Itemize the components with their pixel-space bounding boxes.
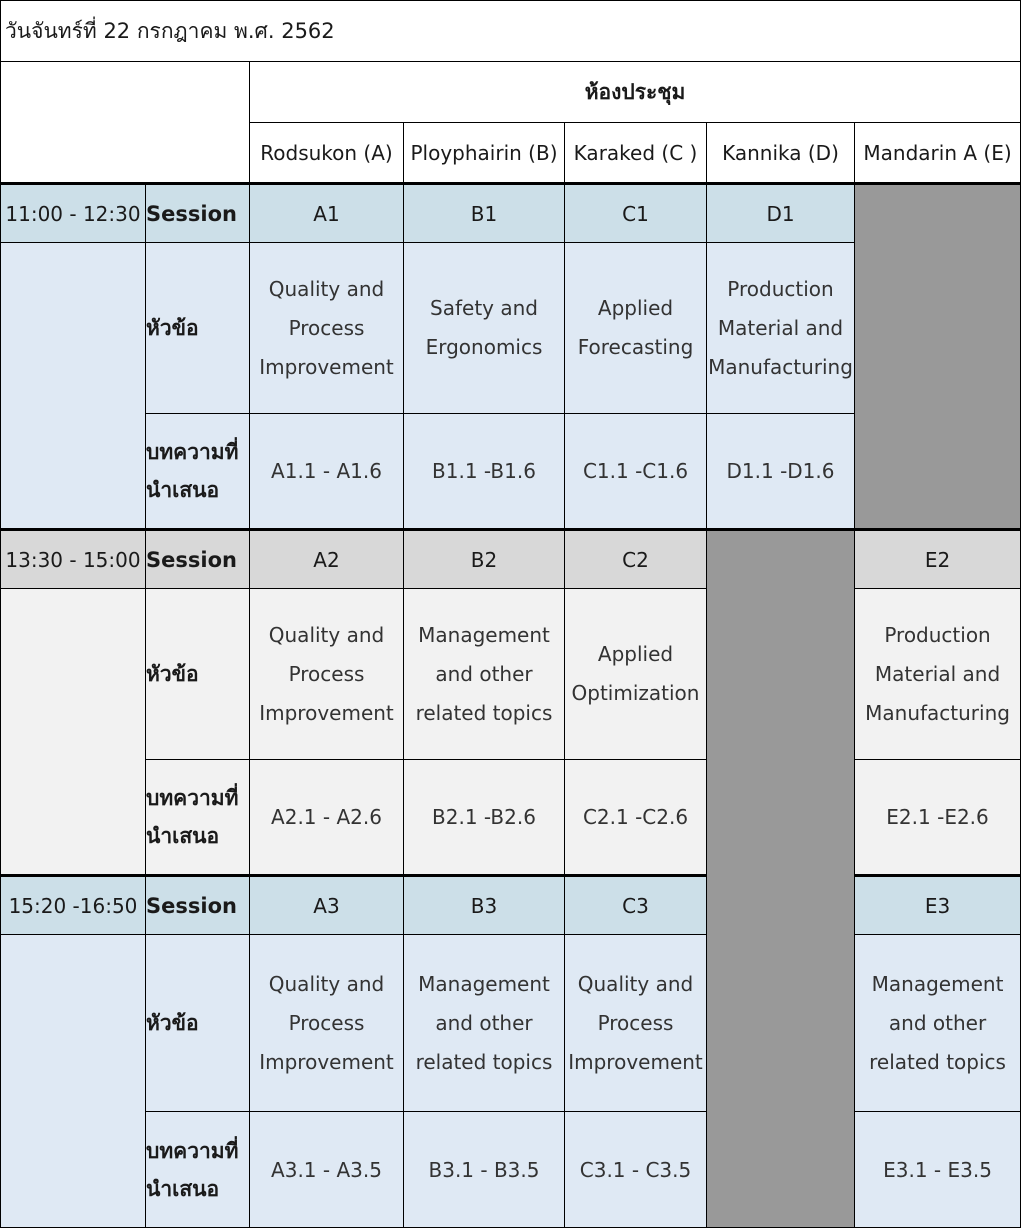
session-1-session-label: Session <box>146 184 250 243</box>
topic-line: Safety and <box>430 296 538 320</box>
papers-b1: B1.1 -B1.6 <box>404 414 565 530</box>
topic-b3 <box>404 935 565 1112</box>
topic-line: Applied <box>597 296 674 320</box>
session-code-d1: D1 <box>707 184 855 243</box>
topic-line: Process <box>288 1010 365 1035</box>
topic-a1 <box>250 243 404 414</box>
topic-line: Quality and <box>577 971 694 996</box>
topic-line: Improvement <box>259 700 394 725</box>
session-code-e3: E3 <box>855 876 1021 935</box>
blocked-cell-e1 <box>855 184 1021 530</box>
topic-line: Improvement <box>259 1049 394 1074</box>
topic-line: and other <box>435 1010 533 1035</box>
session-1-topic-label: หัวข้อ <box>146 243 250 414</box>
topic-line: Quality and <box>268 971 385 996</box>
topic-line: Applied <box>597 642 674 666</box>
papers-label-line-2: นำเสนอ <box>146 1176 220 1201</box>
topic-b1 <box>404 243 565 414</box>
topic-e3 <box>855 935 1021 1112</box>
topic-line: related topics <box>415 1049 553 1074</box>
session-code-a1: A1 <box>250 184 404 243</box>
topic-line: Improvement <box>259 354 394 379</box>
session-2-time: 13:30 - 15:00 <box>1 530 146 589</box>
topic-line: Process <box>597 1010 674 1035</box>
session-1-header-row <box>1 184 1021 243</box>
papers-label-line-1: บทความที่ <box>146 1138 239 1163</box>
topic-line: Process <box>288 315 365 340</box>
papers-a1: A1.1 - A1.6 <box>250 414 404 530</box>
papers-e2: E2.1 -E2.6 <box>855 760 1021 876</box>
papers-c2: C2.1 -C2.6 <box>565 760 707 876</box>
session-2-topic-row <box>1 589 1021 760</box>
session-code-c2: C2 <box>565 530 707 589</box>
session-code-e2: E2 <box>855 530 1021 589</box>
session-2-papers-label <box>146 760 250 876</box>
topic-line: related topics <box>869 1049 1006 1074</box>
session-code-c3: C3 <box>565 876 707 935</box>
papers-b2: B2.1 -B2.6 <box>404 760 565 876</box>
topic-line: Forecasting <box>577 335 694 359</box>
papers-a2: A2.1 - A2.6 <box>250 760 404 876</box>
topic-c3 <box>565 935 707 1112</box>
papers-b3: B3.1 - B3.5 <box>404 1112 565 1228</box>
topic-line: Management <box>418 971 550 996</box>
topic-line: and other <box>435 661 533 686</box>
session-code-c1: C1 <box>565 184 707 243</box>
papers-c1: C1.1 -C1.6 <box>565 414 707 530</box>
topic-a2 <box>250 589 404 760</box>
room-name-b: Ployphairin (B) <box>404 123 565 184</box>
session-code-b1: B1 <box>404 184 565 243</box>
session-3-time-spacer <box>1 935 146 1228</box>
session-3-topic-row <box>1 935 1021 1112</box>
blocked-cell-d <box>707 530 855 1228</box>
session-2-topic-label: หัวข้อ <box>146 589 250 760</box>
page-title: วันจันทร์ที่ 22 กรกฎาคม พ.ศ. 2562 <box>1 1 1021 62</box>
papers-label-line-2: นำเสนอ <box>146 478 220 502</box>
topic-line: Production <box>727 276 834 301</box>
papers-label-line-2: นำเสนอ <box>146 824 220 848</box>
session-2-session-label: Session <box>146 530 250 589</box>
topic-line: Material and <box>874 661 1001 686</box>
topic-line: Management <box>871 971 1004 996</box>
topic-line: Management <box>418 622 550 647</box>
topic-line: Material and <box>717 315 844 340</box>
topic-c2 <box>565 589 707 760</box>
topic-c1 <box>565 243 707 414</box>
session-3-time: 15:20 -16:50 <box>1 876 146 935</box>
session-code-a3: A3 <box>250 876 404 935</box>
room-name-a: Rodsukon (A) <box>250 123 404 184</box>
room-group-row <box>1 62 1021 123</box>
room-name-d: Kannika (D) <box>707 123 855 184</box>
papers-c3: C3.1 - C3.5 <box>565 1112 707 1228</box>
session-2-time-spacer <box>1 589 146 876</box>
session-1-time-spacer <box>1 243 146 530</box>
session-3-header-row <box>1 876 1021 935</box>
topic-line: Manufacturing <box>865 700 1010 725</box>
corner-cell <box>1 62 250 184</box>
topic-line: related topics <box>415 700 553 725</box>
topic-line: Ergonomics <box>425 335 543 359</box>
topic-d1 <box>707 243 855 414</box>
session-code-b2: B2 <box>404 530 565 589</box>
session-1-papers-label <box>146 414 250 530</box>
room-name-c: Karaked (C ) <box>565 123 707 184</box>
topic-line: Improvement <box>568 1049 703 1074</box>
topic-line: Optimization <box>571 681 700 705</box>
papers-label-line-1: บทความที่ <box>146 786 239 810</box>
topic-line: and other <box>888 1010 987 1035</box>
session-code-a2: A2 <box>250 530 404 589</box>
papers-d1: D1.1 -D1.6 <box>707 414 855 530</box>
session-3-papers-label <box>146 1112 250 1228</box>
topic-e2 <box>855 589 1021 760</box>
topic-a3 <box>250 935 404 1112</box>
session-1-time: 11:00 - 12:30 <box>1 184 146 243</box>
session-code-b3: B3 <box>404 876 565 935</box>
papers-e3: E3.1 - E3.5 <box>855 1112 1021 1228</box>
session-3-session-label: Session <box>146 876 250 935</box>
topic-line: Process <box>288 661 365 686</box>
session-2-header-row <box>1 530 1021 589</box>
room-name-e: Mandarin A (E) <box>855 123 1021 184</box>
topic-line: Production <box>884 622 991 647</box>
session-3-papers-row <box>1 1112 1021 1228</box>
topic-line: Quality and <box>268 622 385 647</box>
title-row <box>1 1 1021 62</box>
topic-b2 <box>404 589 565 760</box>
topic-line: Manufacturing <box>708 354 853 379</box>
session-2-papers-row <box>1 760 1021 876</box>
session-3-topic-label: หัวข้อ <box>146 935 250 1112</box>
room-group-label: ห้องประชุม <box>250 62 1021 123</box>
papers-a3: A3.1 - A3.5 <box>250 1112 404 1228</box>
topic-line: Quality and <box>268 276 385 301</box>
papers-label-line-1: บทความที่ <box>146 440 239 464</box>
